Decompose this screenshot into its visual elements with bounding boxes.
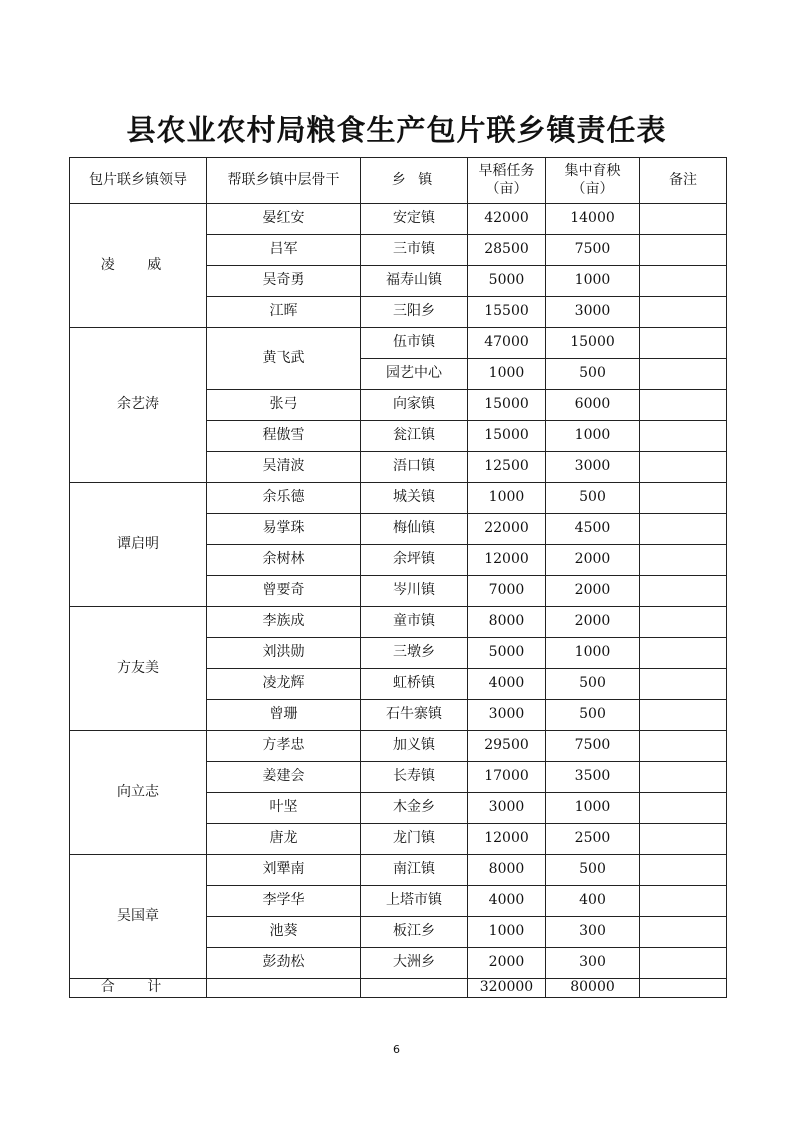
remark-cell <box>640 421 727 452</box>
early-rice-cell: 3000 <box>468 793 546 824</box>
town-cell: 城关镇 <box>361 483 468 514</box>
early-rice-cell: 5000 <box>468 638 546 669</box>
cadre-cell: 凌龙辉 <box>207 669 361 700</box>
table-row <box>70 204 727 235</box>
town-cell: 虹桥镇 <box>361 669 468 700</box>
seedling-cell: 14000 <box>546 204 640 235</box>
header-early-rice <box>468 158 546 204</box>
town-cell: 板江乡 <box>361 917 468 948</box>
page-number: 6 <box>393 1043 400 1056</box>
total-row <box>70 979 727 998</box>
town-cell: 长寿镇 <box>361 762 468 793</box>
early-rice-cell: 4000 <box>468 886 546 917</box>
cadre-cell: 唐龙 <box>207 824 361 855</box>
seedling-cell: 3500 <box>546 762 640 793</box>
header-cadre: 帮联乡镇中层骨干 <box>207 158 361 204</box>
remark-cell <box>640 824 727 855</box>
header-remark: 备注 <box>640 158 727 204</box>
seedling-cell: 300 <box>546 948 640 979</box>
town-cell: 伍市镇 <box>361 328 468 359</box>
town-cell: 岑川镇 <box>361 576 468 607</box>
remark-cell <box>640 297 727 328</box>
seedling-cell: 1000 <box>546 266 640 297</box>
header-seedling-line1: 集中育秧 <box>564 163 621 179</box>
header-leader: 包片联乡镇领导 <box>70 158 207 204</box>
remark-cell <box>640 483 727 514</box>
table-row <box>70 607 727 638</box>
town-cell: 童市镇 <box>361 607 468 638</box>
town-cell: 三墩乡 <box>361 638 468 669</box>
town-cell: 三阳乡 <box>361 297 468 328</box>
cadre-cell: 吴清波 <box>207 452 361 483</box>
early-rice-cell: 15000 <box>468 390 546 421</box>
header-early-rice-line1: 早稻任务 <box>478 163 535 179</box>
town-cell: 向家镇 <box>361 390 468 421</box>
early-rice-cell: 28500 <box>468 235 546 266</box>
town-cell: 石牛寨镇 <box>361 700 468 731</box>
leader-cell: 凌 威 <box>70 204 207 328</box>
seedling-cell: 15000 <box>546 328 640 359</box>
leader-cell: 吴国章 <box>70 855 207 979</box>
early-rice-cell: 42000 <box>468 204 546 235</box>
total-label: 合 计 <box>70 979 207 998</box>
seedling-cell: 2000 <box>546 607 640 638</box>
early-rice-cell: 4000 <box>468 669 546 700</box>
document-title: 县农业农村局粮食生产包片联乡镇责任表 <box>126 113 667 147</box>
early-rice-cell: 8000 <box>468 855 546 886</box>
early-rice-cell: 22000 <box>468 514 546 545</box>
cadre-cell: 晏红安 <box>207 204 361 235</box>
leader-cell: 谭启明 <box>70 483 207 607</box>
remark-cell <box>640 855 727 886</box>
total-seedling: 80000 <box>546 979 640 998</box>
early-rice-cell: 47000 <box>468 328 546 359</box>
early-rice-cell: 12500 <box>468 452 546 483</box>
cadre-cell: 曾珊 <box>207 700 361 731</box>
early-rice-cell: 12000 <box>468 824 546 855</box>
early-rice-cell: 2000 <box>468 948 546 979</box>
early-rice-cell: 15500 <box>468 297 546 328</box>
remark-cell <box>640 700 727 731</box>
remark-cell <box>640 638 727 669</box>
seedling-cell: 1000 <box>546 638 640 669</box>
header-seedling-unit: （亩） <box>571 180 614 197</box>
total-town-cell <box>361 979 468 998</box>
total-remark-cell <box>640 979 727 998</box>
remark-cell <box>640 948 727 979</box>
remark-cell <box>640 669 727 700</box>
header-seedling <box>546 158 640 204</box>
cadre-cell: 张弓 <box>207 390 361 421</box>
early-rice-cell: 17000 <box>468 762 546 793</box>
responsibility-table <box>69 157 727 998</box>
remark-cell <box>640 266 727 297</box>
remark-cell <box>640 235 727 266</box>
remark-cell <box>640 359 727 390</box>
remark-cell <box>640 576 727 607</box>
seedling-cell: 2000 <box>546 576 640 607</box>
early-rice-cell: 12000 <box>468 545 546 576</box>
cadre-cell: 黄飞武 <box>207 328 361 390</box>
seedling-cell: 1000 <box>546 793 640 824</box>
cadre-cell: 彭劲松 <box>207 948 361 979</box>
seedling-cell: 3000 <box>546 297 640 328</box>
early-rice-cell: 1000 <box>468 359 546 390</box>
cadre-cell: 叶坚 <box>207 793 361 824</box>
remark-cell <box>640 328 727 359</box>
cadre-cell: 李学华 <box>207 886 361 917</box>
header-town: 乡 镇 <box>361 158 468 204</box>
town-cell: 余坪镇 <box>361 545 468 576</box>
cadre-cell: 吕军 <box>207 235 361 266</box>
remark-cell <box>640 917 727 948</box>
cadre-cell: 余乐德 <box>207 483 361 514</box>
town-cell: 三市镇 <box>361 235 468 266</box>
seedling-cell: 500 <box>546 855 640 886</box>
remark-cell <box>640 514 727 545</box>
seedling-cell: 500 <box>546 669 640 700</box>
leader-cell: 向立志 <box>70 731 207 855</box>
remark-cell <box>640 607 727 638</box>
leader-cell: 方友美 <box>70 607 207 731</box>
table-header <box>70 158 727 204</box>
town-cell: 南江镇 <box>361 855 468 886</box>
seedling-cell: 500 <box>546 700 640 731</box>
town-cell: 梅仙镇 <box>361 514 468 545</box>
table-row <box>70 483 727 514</box>
seedling-cell: 3000 <box>546 452 640 483</box>
remark-cell <box>640 731 727 762</box>
seedling-cell: 7500 <box>546 731 640 762</box>
cadre-cell: 池葵 <box>207 917 361 948</box>
seedling-cell: 7500 <box>546 235 640 266</box>
cadre-cell: 李族成 <box>207 607 361 638</box>
early-rice-cell: 15000 <box>468 421 546 452</box>
cadre-cell: 曾要奇 <box>207 576 361 607</box>
town-cell: 木金乡 <box>361 793 468 824</box>
cadre-cell: 方孝忠 <box>207 731 361 762</box>
cadre-cell: 余树林 <box>207 545 361 576</box>
seedling-cell: 400 <box>546 886 640 917</box>
early-rice-cell: 1000 <box>468 483 546 514</box>
remark-cell <box>640 545 727 576</box>
remark-cell <box>640 762 727 793</box>
header-early-rice-unit: （亩） <box>485 180 528 197</box>
early-rice-cell: 3000 <box>468 700 546 731</box>
total-cadre-cell <box>207 979 361 998</box>
town-cell: 浯口镇 <box>361 452 468 483</box>
early-rice-cell: 7000 <box>468 576 546 607</box>
cadre-cell: 江晖 <box>207 297 361 328</box>
remark-cell <box>640 204 727 235</box>
town-cell: 瓮江镇 <box>361 421 468 452</box>
table-row <box>70 731 727 762</box>
cadre-cell: 程傲雪 <box>207 421 361 452</box>
town-cell: 安定镇 <box>361 204 468 235</box>
cadre-cell: 刘洪勋 <box>207 638 361 669</box>
table-row <box>70 855 727 886</box>
remark-cell <box>640 793 727 824</box>
town-cell: 上塔市镇 <box>361 886 468 917</box>
early-rice-cell: 29500 <box>468 731 546 762</box>
seedling-cell: 4500 <box>546 514 640 545</box>
cadre-cell: 刘犟南 <box>207 855 361 886</box>
total-early-rice: 320000 <box>468 979 546 998</box>
cadre-cell: 姜建会 <box>207 762 361 793</box>
cadre-cell: 吴奇勇 <box>207 266 361 297</box>
seedling-cell: 2000 <box>546 545 640 576</box>
table-body <box>70 204 727 979</box>
town-cell: 园艺中心 <box>361 359 468 390</box>
early-rice-cell: 5000 <box>468 266 546 297</box>
seedling-cell: 300 <box>546 917 640 948</box>
early-rice-cell: 1000 <box>468 917 546 948</box>
seedling-cell: 2500 <box>546 824 640 855</box>
cadre-cell: 易掌珠 <box>207 514 361 545</box>
town-cell: 福寿山镇 <box>361 266 468 297</box>
early-rice-cell: 8000 <box>468 607 546 638</box>
town-cell: 大洲乡 <box>361 948 468 979</box>
remark-cell <box>640 390 727 421</box>
table-row <box>70 328 727 359</box>
leader-cell: 余艺涛 <box>70 328 207 483</box>
seedling-cell: 500 <box>546 483 640 514</box>
remark-cell <box>640 886 727 917</box>
town-cell: 加义镇 <box>361 731 468 762</box>
remark-cell <box>640 452 727 483</box>
table-footer <box>70 979 727 998</box>
seedling-cell: 1000 <box>546 421 640 452</box>
town-cell: 龙门镇 <box>361 824 468 855</box>
seedling-cell: 6000 <box>546 390 640 421</box>
seedling-cell: 500 <box>546 359 640 390</box>
